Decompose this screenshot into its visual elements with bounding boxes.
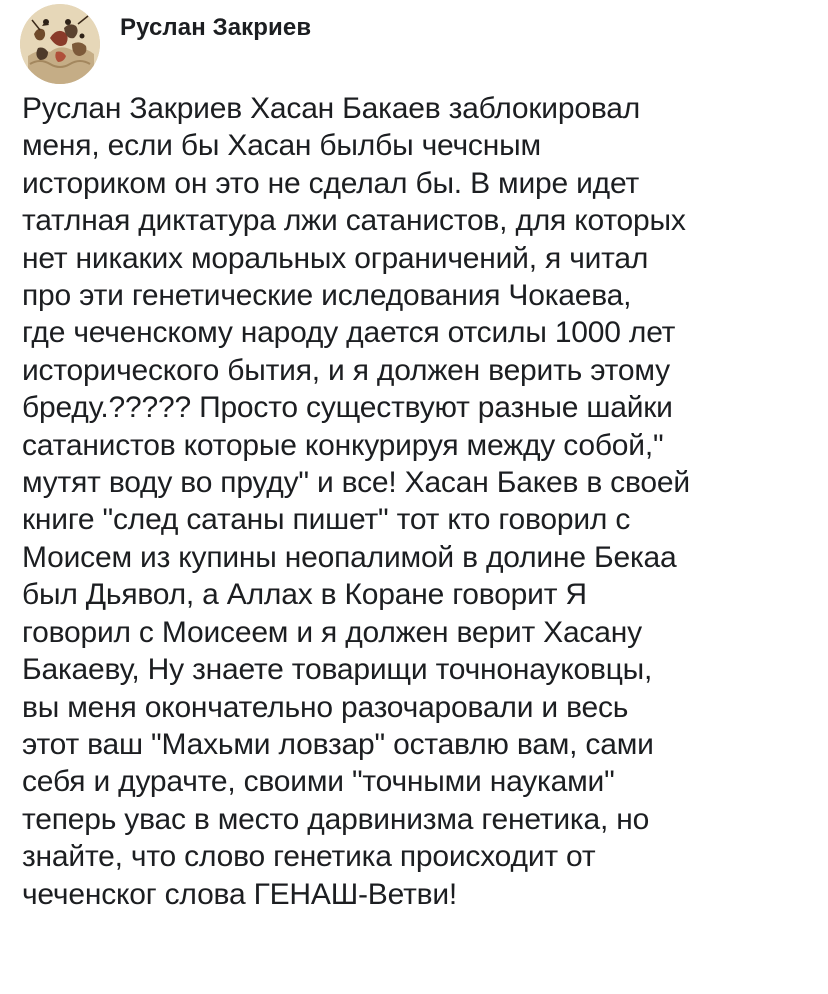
author-name[interactable]: Руслан Закриев — [120, 14, 312, 41]
post-header — [20, 4, 311, 84]
author-avatar[interactable] — [20, 4, 100, 84]
painting-avatar-icon — [20, 4, 100, 84]
post-text: Руслан Закриев Хасан Бакаев заблокировал меня, если бы Хасан былбы чечсным историком он это не сделал бы. В мире идет татлная диктатура лжи сатанистов, для которых нет никаких моральных ограничений, я читал про эти генетические иследования Чокаева, где чеченскому народу дается отсилы 1000 лет исторического бытия, и я должен верить этому бреду.????? Просто существуют разные шайки сатанистов которые конкурируя между собой," мутят воду во пруду" и все! Хасан Бакев в своей книге "след сатаны пишет" тот кто говорил с Моисем из купины неопалимой в долине Бекаа был Дьявол, а Аллах в Коране говорит Я говорил с Моисеем и я должен верит Хасану Бакаеву, Ну знаете товарищи точнонауковцы, вы меня окончательно разочаровали и весь этот ваш "Махьми ловзар" оставлю вам, сами себя и дурачте, своими "точными науками" теперь увас в место дарвинизма генетика, но знайте, что слово генетика происходит от чеченског слова ГЕНАШ-Ветви! — [22, 92, 690, 911]
